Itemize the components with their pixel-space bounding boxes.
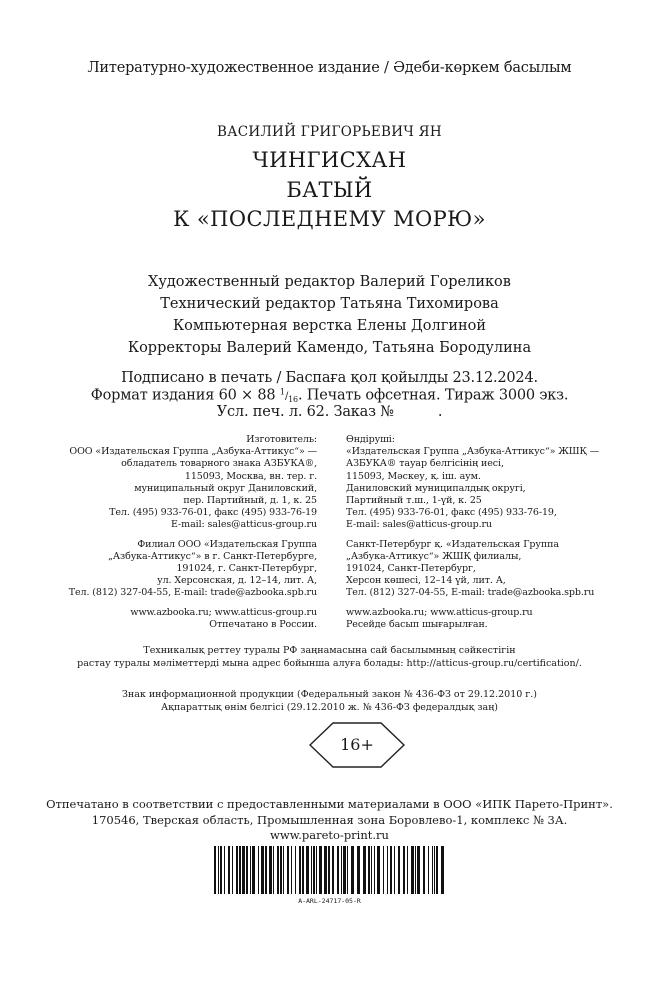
info-line: ул. Херсонская, д. 12–14, лит. А, — [157, 575, 317, 587]
barcode-bar — [242, 846, 245, 894]
manufacturer-block-kz — [346, 434, 599, 532]
barcode-bar — [218, 846, 219, 894]
layout-credit: Компьютерная верстка Елены Долгиной — [172, 318, 487, 334]
barcode-bar — [363, 846, 366, 894]
barcode-bar — [311, 846, 312, 894]
barcode-bar — [434, 846, 435, 894]
barcode-bar — [299, 846, 301, 894]
barcode — [213, 846, 446, 894]
info-line: Филиал ООО «Издательская Группа — [137, 538, 317, 550]
format-suffix: . Печать офсетная. Тираж 3000 экз. — [297, 387, 569, 404]
series-line: Литературно-художественное издание / Әдеби-көркем басылым — [87, 60, 572, 76]
info-line: 115093, Москва, вн. тер. г. — [184, 470, 317, 482]
barcode-bar — [351, 846, 354, 894]
printer-line: www.pareto-print.ru — [270, 828, 389, 842]
barcode-bar — [377, 846, 380, 894]
barcode-bar — [341, 846, 342, 894]
print-sheets-order: Усл. печ. л. 62. Заказ № . — [216, 404, 443, 420]
barcode-bar — [277, 846, 279, 894]
proofreaders: Корректоры Валерий Камендо, Татьяна Бородулина — [127, 340, 532, 356]
barcode-bar — [343, 846, 346, 894]
barcode-bar — [258, 846, 259, 894]
barcode-bar — [261, 846, 264, 894]
info-line: Тел. (812) 327-04-55, E-mail: trade@azbooka.spb.ru — [68, 587, 317, 599]
barcode-bar — [313, 846, 315, 894]
barcode-bar — [347, 846, 348, 894]
barcode-bar — [383, 846, 384, 894]
note-line: Знак информационной продукции (Федеральный закон № 436-ФЗ от 29.12.2010 г.) — [121, 689, 538, 700]
info-line: „Азбука-Аттикус“» в г. Санкт-Петербурге, — [108, 550, 317, 562]
web-block-ru — [69, 607, 317, 631]
info-line: АЗБУКА® тауар белгісінің иесі, — [346, 458, 504, 470]
barcode-bar — [246, 846, 248, 894]
info-line: Изготовитель: — [246, 434, 317, 445]
tech-editor: Технический редактор Татьяна Тихомирова — [160, 296, 499, 312]
barcode-bar — [441, 846, 444, 894]
barcode-bar — [252, 846, 255, 894]
barcode-bar — [390, 846, 392, 894]
barcode-bar — [283, 846, 284, 894]
barcode-bar — [436, 846, 438, 894]
note-line: Техникалық реттеу туралы РФ заңнамасына сай басылымның сәйкестігін — [143, 645, 516, 656]
barcode-bar — [232, 846, 233, 894]
barcode-bar — [291, 846, 292, 894]
barcode-bar — [273, 846, 274, 894]
barcode-bar — [428, 846, 429, 894]
art-editor: Художественный редактор Валерий Гореликов — [148, 274, 511, 290]
barcode-bar — [387, 846, 388, 894]
barcode-bar — [432, 846, 433, 894]
barcode-bar — [302, 846, 304, 894]
web-block-kz — [346, 607, 599, 631]
info-line: Партийный т.ш., 1-үй, к. 25 — [346, 495, 482, 507]
info-line: Санкт-Петербург қ. «Издательская Группа — [346, 538, 559, 550]
info-line: www.azbooka.ru; www.atticus-group.ru — [346, 606, 533, 618]
barcode-bar — [319, 846, 322, 894]
info-line: Херсон көшесі, 12–14 үй, лит. А, — [346, 575, 506, 587]
barcode-code: А-ARL-24717-05-R — [298, 897, 361, 905]
format-numerator: 1 — [279, 387, 285, 397]
format-line — [0, 387, 659, 404]
info-line: 191024, г. Санкт-Петербург, — [176, 563, 317, 575]
barcode-bar — [332, 846, 334, 894]
barcode-bar — [306, 846, 309, 894]
format-prefix: Формат издания 60 × 88 — [90, 387, 280, 404]
barcode-bar — [368, 846, 370, 894]
barcode-bar — [337, 846, 339, 894]
note-line: Ақпараттық өнім белгісі (29.12.2010 ж. № 436-ФЗ федералдық заң) — [160, 701, 499, 713]
info-line: E-mail: sales@atticus-group.ru — [171, 519, 317, 531]
info-line: обладатель товарного знака АЗБУКА®, — [121, 458, 317, 470]
barcode-bar — [398, 846, 400, 894]
printer-info — [0, 797, 659, 844]
printer-line: Отпечатано в соответствии с предоставленными материалами в ООО «ИПК Парето-Принт». — [46, 797, 613, 811]
barcode-bar — [357, 846, 360, 894]
age-rating-label: 16+ — [340, 735, 374, 754]
branch-block-ru — [69, 539, 317, 600]
manufacturer-info-ru — [69, 434, 317, 638]
manufacturer-info-kz — [346, 434, 599, 638]
info-line: Отпечатано в России. — [209, 618, 317, 630]
barcode-bar — [295, 846, 296, 894]
info-line: Тел. (495) 933-76-01, факс (495) 933-76-19 — [109, 507, 317, 519]
barcode-bar — [316, 846, 317, 894]
age-rating-badge — [309, 722, 407, 768]
barcode-bar — [417, 846, 420, 894]
info-line: пер. Партийный, д. 1, к. 25 — [183, 495, 317, 507]
barcode-bar — [411, 846, 414, 894]
info-line: ООО «Издательская Группа „Азбука-Аттикус“» — — [69, 446, 317, 458]
author-name: ВАСИЛИЙ ГРИГОРЬЕВИЧ ЯН — [217, 124, 442, 140]
barcode-bar — [224, 846, 225, 894]
barcode-bar — [407, 846, 408, 894]
barcode-bar — [324, 846, 327, 894]
branch-block-kz — [346, 539, 599, 600]
barcode-bar — [371, 846, 372, 894]
info-line: www.azbooka.ru; www.atticus-group.ru — [130, 606, 317, 618]
info-line: 115093, Мәскеу, қ. іш. аум. — [346, 470, 481, 482]
info-line: Ресейде басып шығарылған. — [346, 618, 488, 630]
info-line: муниципальный округ Даниловский, — [134, 482, 317, 494]
barcode-bar — [250, 846, 251, 894]
info-line: 191024, Санкт-Петербург, — [346, 563, 476, 575]
barcode-bars — [213, 846, 446, 894]
tech-regulation-note — [0, 645, 659, 670]
manufacturer-block-ru — [69, 434, 317, 532]
info-product-sign — [0, 689, 659, 714]
note-line: растау туралы мәліметтерді мына адрес бойынша алуға болады: http://atticus-group.ru/certification/. — [77, 657, 582, 669]
info-line: Даниловский муниципалдық округі, — [346, 482, 526, 494]
barcode-bar — [423, 846, 425, 894]
format-denominator: 16 — [288, 395, 298, 405]
barcode-bar — [374, 846, 375, 894]
book-title-3: К «ПОСЛЕДНЕМУ МОРЮ» — [173, 207, 486, 231]
info-line: «Издательская Группа „Азбука-Аттикус“» ЖШҚ — — [346, 446, 600, 458]
info-line: Тел. (495) 933-76-01, факс (495) 933-76-19, — [346, 507, 557, 519]
barcode-bar — [265, 846, 267, 894]
barcode-bar — [220, 846, 222, 894]
barcode-bar — [403, 846, 405, 894]
printer-line: 170546, Тверская область, Промышленная зона Боровлево-1, комплекс № 3А. — [91, 812, 568, 827]
barcode-bar — [394, 846, 395, 894]
barcode-bar — [280, 846, 282, 894]
info-line: Өндіруші: — [346, 434, 395, 445]
barcode-bar — [287, 846, 289, 894]
signed-to-print: Подписано в печать / Баспаға қол қойылды 23.12.2024. — [121, 370, 538, 386]
barcode-bar — [239, 846, 241, 894]
info-line: „Азбука-Аттикус“» ЖШҚ филиалы, — [346, 550, 522, 562]
format-fraction — [279, 387, 298, 405]
barcode-bar — [415, 846, 416, 894]
book-title-1: ЧИНГИСХАН — [252, 148, 407, 172]
barcode-bar — [214, 846, 216, 894]
barcode-bar — [269, 846, 272, 894]
info-line: Тел. (812) 327-04-55, E-mail: trade@azbooka.spb.ru — [346, 587, 595, 599]
barcode-bar — [328, 846, 330, 894]
barcode-bar — [228, 846, 230, 894]
format-slash: / — [284, 391, 289, 403]
info-line: E-mail: sales@atticus-group.ru — [346, 519, 492, 531]
book-title-2: БАТЫЙ — [286, 178, 373, 202]
barcode-bar — [236, 846, 238, 894]
